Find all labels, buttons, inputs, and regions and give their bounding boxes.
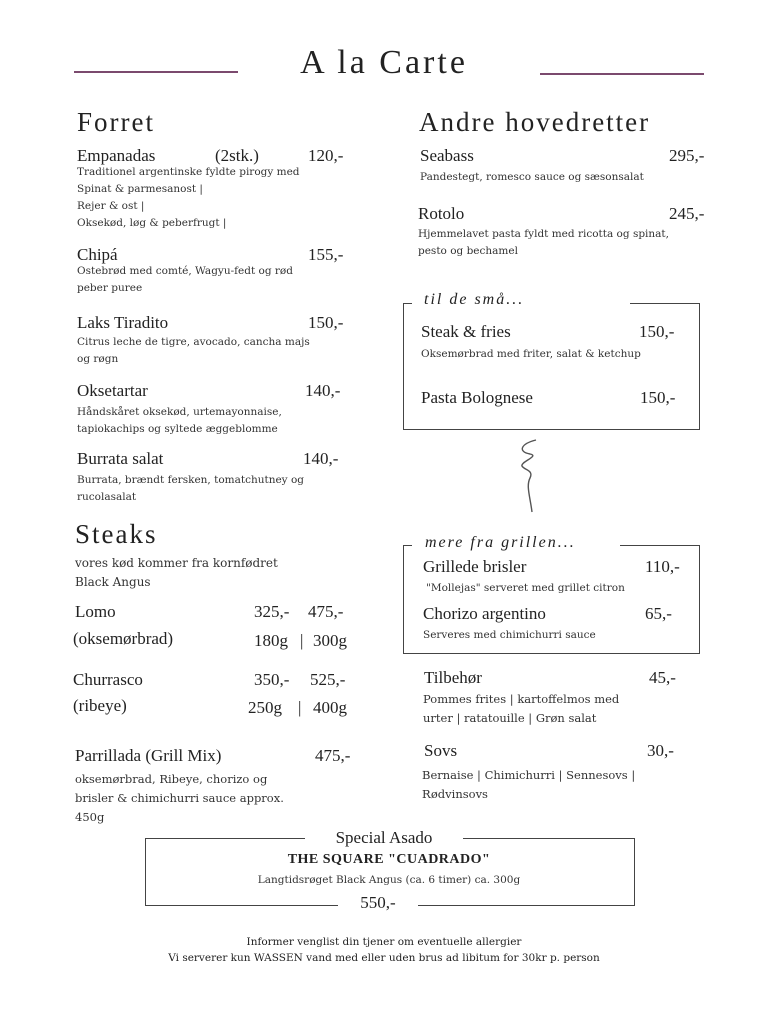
item-desc: Serveres med chimichurri sauce [423,629,596,641]
item-price: 150,- [308,313,344,332]
churrasco-weight-1: 250g [248,698,282,717]
item-desc: Burrata, brændt fersken, tomatchutney og rucolasalat [77,474,304,503]
lomo-price-2: 475,- [308,602,344,621]
item-price: 140,- [305,381,341,400]
lomo-name: Lomo [75,602,116,621]
special-heading: Special Asado [335,828,433,847]
item-desc: "Mollejas" serveret med grillet citron [426,582,625,594]
item-price: 245,- [669,204,705,223]
special-desc: Langtidsrøget Black Angus (ca. 6 timer) ca. 300g [257,874,521,886]
item-desc: Håndskåret oksekød, urtemayonnaise, tapiokachips og syltede æggeblomme [77,406,282,435]
title-rule-right [540,73,704,75]
item-name: Steak & fries [421,322,511,341]
item-price: 140,- [303,449,339,468]
grill-heading: mere fra grillen... [425,534,576,551]
item-price: 65,- [645,604,672,623]
side-name: Sovs [424,741,458,760]
lomo-sub: (oksemørbrad) [73,629,174,648]
item-name: Grillede brisler [423,557,527,576]
item-name: Pasta Bolognese [421,388,533,407]
side-price: 30,- [647,741,674,760]
item-desc: Hjemmelavet pasta fyldt med ricotta og spinat, pesto og bechamel [418,228,669,257]
item-qty: (2stk.) [215,146,259,165]
squiggle-ornament [510,436,550,516]
forret-heading: Forret [77,107,155,137]
lomo-price-1: 325,- [254,602,290,621]
steaks-intro: vores kød kommer fra kornfødret Black Angus [75,556,278,589]
lomo-weight-2: 300g [313,631,347,650]
item-desc: Oksemørbrad med friter, salat & ketchup [421,348,641,360]
item-price: 120,- [308,146,344,165]
side-desc: Bernaise | Chimichurri | Sennesovs | Rødvinsovs [422,768,636,801]
special-price: 550,- [360,893,396,912]
item-name: Chorizo argentino [423,604,546,623]
item-name: Laks Tiradito [77,313,169,332]
item-name: Burrata salat [77,449,164,468]
item-name: Seabass [420,146,474,165]
item-price: 295,- [669,146,705,165]
churrasco-weight-sep: | [298,698,302,717]
steaks-heading: Steaks [75,519,158,549]
item-desc: Pandestegt, romesco sauce og sæsonsalat [420,171,644,183]
side-desc: Pommes frites | kartoffelmos med urter | ratatouille | Grøn salat [423,692,620,725]
churrasco-price-2: 525,- [310,670,346,689]
side-name: Tilbehør [424,668,482,687]
item-desc: Traditionel argentinske fyldte pirogy med Spinat & parmesanost | Rejer & ost | Oksekød, løg & peberfrugt | [77,166,300,229]
item-name: Rotolo [418,204,465,223]
churrasco-name: Churrasco [73,670,143,689]
parrillada-desc: oksemørbrad, Ribeye, chorizo og brisler & chimichurri sauce approx. 450g [75,772,284,824]
item-price: 155,- [308,245,344,264]
lomo-weight-1: 180g [254,631,288,650]
churrasco-sub: (ribeye) [73,696,127,715]
kids-heading: til de små... [424,291,525,308]
item-price: 150,- [639,322,675,341]
item-name: Chipá [77,245,118,264]
andre-heading: Andre hovedretter [419,107,651,137]
item-price: 150,- [640,388,676,407]
footer-water-note: Vi serverer kun WASSEN vand med eller uden brus ad libitum for 30kr p. person [168,952,600,964]
side-price: 45,- [649,668,676,687]
footer-allergy-note: Informer venglist din tjener om eventuelle allergier [246,936,522,948]
item-desc: Citrus leche de tigre, avocado, cancha majs og røgn [77,336,310,365]
item-price: 110,- [645,557,680,576]
item-name: Oksetartar [77,381,148,400]
churrasco-price-1: 350,- [254,670,290,689]
parrillada-name: Parrillada (Grill Mix) [75,746,222,765]
lomo-weight-sep: | [300,631,304,650]
churrasco-weight-2: 400g [313,698,347,717]
parrillada-price: 475,- [315,746,351,765]
special-name: THE SQUARE "CUADRADO" [287,852,491,867]
item-name: Empanadas [77,146,156,165]
page-title: A la Carte [300,44,468,81]
item-desc: Ostebrød med comté, Wagyu-fedt og rød peber puree [77,265,293,294]
